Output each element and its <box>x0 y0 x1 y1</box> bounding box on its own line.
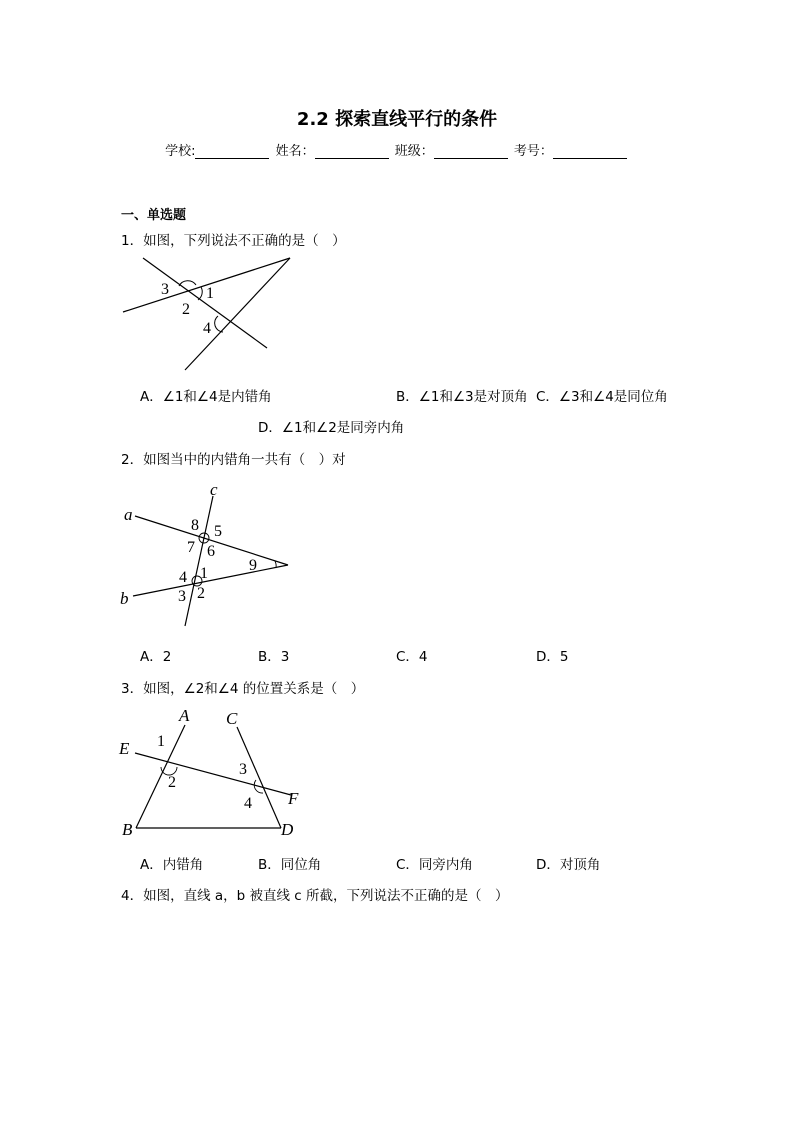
q3-option-b[interactable]: B．同位角 <box>258 857 322 873</box>
q3-label-f: F <box>288 789 299 808</box>
q3-label-b: B <box>122 820 133 839</box>
q1-option-c[interactable]: C．∠3和∠4是同位角 <box>536 389 668 405</box>
q2-label-2: 2 <box>197 585 205 602</box>
q2-label-b: b <box>120 589 129 608</box>
q3-option-a[interactable]: A．内错角 <box>140 857 204 873</box>
q2-label-c: c <box>210 480 218 499</box>
question-1-stem: 1．如图，下列说法不正确的是（ ） <box>121 233 346 249</box>
name-blank[interactable] <box>315 145 389 159</box>
q3-label-e: E <box>119 739 130 758</box>
q2-option-c[interactable]: C．4 <box>396 649 428 665</box>
question-2-stem: 2．如图当中的内错角一共有（ ）对 <box>121 452 346 468</box>
school-label: 学校: <box>165 144 196 159</box>
class-blank[interactable] <box>434 145 508 159</box>
q2-label-6: 6 <box>207 543 215 560</box>
q2-label-4: 4 <box>179 569 187 586</box>
q2-line-b <box>133 565 288 596</box>
q3-option-c[interactable]: C．同旁内角 <box>396 857 473 873</box>
q2-option-d[interactable]: D．5 <box>536 649 569 665</box>
q3-label-1: 1 <box>157 733 165 750</box>
q3-line-ef <box>135 753 291 795</box>
q1-angle-4-arc <box>215 316 223 332</box>
number-blank[interactable] <box>553 145 627 159</box>
q1-option-b[interactable]: B．∠1和∠3是对顶角 <box>396 389 528 405</box>
question-3-stem: 3．如图，∠2和∠4 的位置关系是（ ） <box>121 681 365 697</box>
number-label: 考号： <box>513 144 553 159</box>
question-3-figure <box>115 703 315 843</box>
q2-option-a[interactable]: A．2 <box>140 649 172 665</box>
q2-label-9: 9 <box>249 557 257 574</box>
q3-label-a: A <box>179 706 190 725</box>
class-label: 班级： <box>394 144 434 159</box>
q2-label-7: 7 <box>187 539 195 556</box>
student-info-line <box>0 140 794 159</box>
q1-label-1: 1 <box>206 285 214 302</box>
q2-label-8: 8 <box>191 517 199 534</box>
page-title: 2.2 探索直线平行的条件 <box>296 109 498 130</box>
q3-label-3: 3 <box>239 761 247 778</box>
name-label: 姓名： <box>275 144 315 159</box>
q3-label-d: D <box>281 820 294 839</box>
q1-angle-3-arc <box>179 281 196 286</box>
q2-option-b[interactable]: B．3 <box>258 649 290 665</box>
q3-label-4: 4 <box>244 795 252 812</box>
q2-label-1: 1 <box>200 565 208 582</box>
q2-label-3: 3 <box>178 588 186 605</box>
q3-option-d[interactable]: D．对顶角 <box>536 857 601 873</box>
question-4-stem: 4．如图，直线 a，b 被直线 c 所截，下列说法不正确的是（ ） <box>121 888 509 904</box>
question-1-figure <box>115 250 300 375</box>
q1-option-d[interactable]: D．∠1和∠2是同旁内角 <box>258 420 405 436</box>
q3-label-c: C <box>226 709 238 728</box>
school-blank[interactable] <box>195 145 269 159</box>
q1-option-a[interactable]: A．∠1和∠4是内错角 <box>140 389 272 405</box>
q3-label-2: 2 <box>168 774 176 791</box>
section-heading: 一、单选题 <box>121 208 187 223</box>
q2-label-5: 5 <box>214 523 222 540</box>
q2-label-a: a <box>124 505 133 524</box>
q1-label-3: 3 <box>161 281 169 298</box>
q2-line-c <box>185 496 213 626</box>
question-2-figure <box>115 478 300 633</box>
q1-label-4: 4 <box>203 320 211 337</box>
q1-label-2: 2 <box>182 301 190 318</box>
